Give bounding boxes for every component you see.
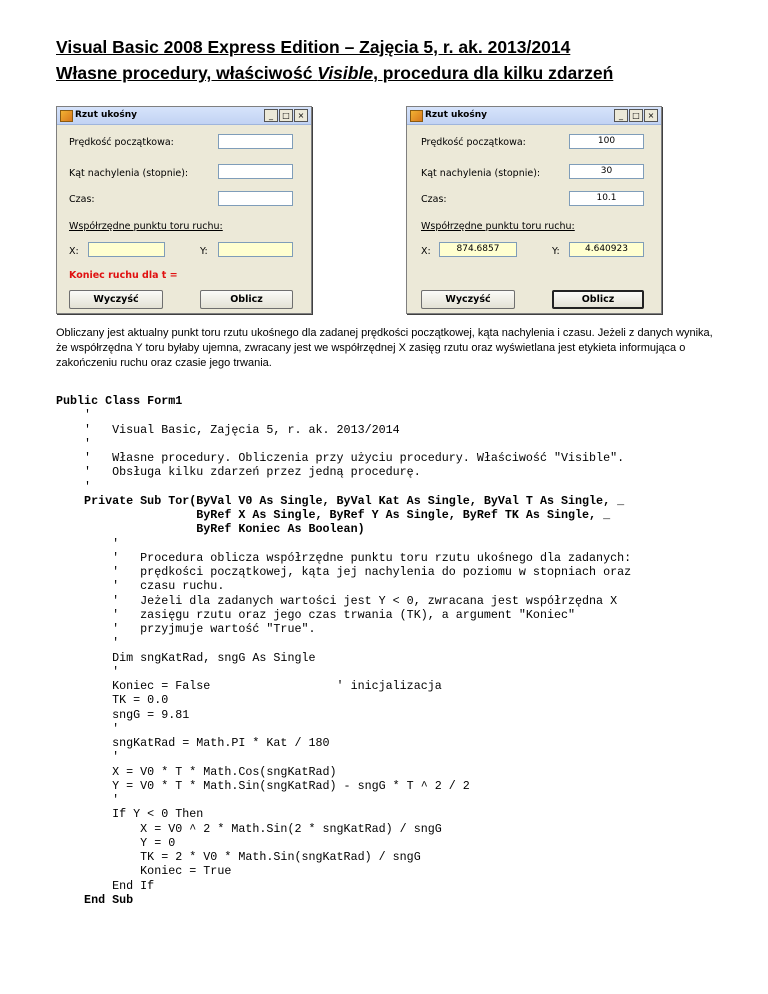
minimize-icon[interactable]: _ <box>614 109 628 122</box>
code-listing <box>56 394 631 907</box>
subtitle-part-2: , procedura dla kilku zdarzeń <box>373 63 614 83</box>
code-line: ' <box>56 436 92 451</box>
code-line: ' Obsługa kilku zdarzeń przez jedną procedurę. <box>56 465 421 480</box>
code-line: ' czasu ruchu. <box>56 579 225 594</box>
code-line: ' <box>56 536 120 551</box>
time-input[interactable] <box>218 191 293 206</box>
code-line: X = V0 ^ 2 * Math.Sin(2 * sngKatRad) / sngG <box>56 821 442 836</box>
code-line: If Y < 0 Then <box>56 807 204 822</box>
code-line: TK = 2 * V0 * Math.Sin(sngKatRad) / sngG <box>56 850 421 864</box>
speed-label: Prędkość początkowa: <box>69 137 174 148</box>
subtitle-italic-visible: Visible <box>317 63 374 83</box>
code-line: ByRef X As Single, ByRef Y As Single, ByRef TK As Single, _ <box>56 508 611 522</box>
subtitle-part-1: Własne procedury, właściwość <box>56 63 318 83</box>
description-paragraph: Obliczany jest aktualny punkt toru rzutu ukośnego dla zadanej prędkości początkowej, kąta nachylenia i czasu. Jeżeli z danych wynika, że współrzędna Y toru byłaby ujemna, zwracany jest we współrzędnej X zasięg rzutu oraz wyświetlana jest etykieta informująca o zakończeniu ruchu oraz czasie jego trwania. <box>56 327 713 369</box>
speed-label: Prędkość początkowa: <box>421 137 526 148</box>
code-line: Y = 0 <box>56 835 176 850</box>
window-titlebar[interactable] <box>407 107 661 125</box>
code-line: Y = V0 * T * Math.Sin(sngKatRad) - sngG * T ^ 2 / 2 <box>56 778 470 793</box>
time-label: Czas: <box>69 194 95 205</box>
code-line: Private Sub Tor(ByVal V0 As Single, ByVal Kat As Single, ByVal T As Single, _ <box>56 493 625 508</box>
y-output <box>218 242 293 257</box>
code-line: ' <box>56 479 92 494</box>
close-icon[interactable]: × <box>294 109 308 122</box>
x-label: X: <box>421 246 431 257</box>
angle-label: Kąt nachylenia (stopnie): <box>421 168 541 179</box>
code-line: ' <box>56 408 92 423</box>
code-line: ' Własne procedury. Obliczenia przy użyciu procedury. Właściwość "Visible". <box>56 451 625 465</box>
x-label: X: <box>69 246 79 257</box>
app-icon <box>410 110 423 122</box>
calculate-button[interactable]: Oblicz <box>200 290 293 309</box>
code-line: ' Procedura oblicza współrzędne punktu toru rzutu ukośnego dla zadanych: <box>56 550 632 565</box>
code-line: ' <box>56 750 120 765</box>
close-icon[interactable]: × <box>644 109 658 122</box>
y-label: Y: <box>200 246 208 257</box>
window-title: Rzut ukośny <box>75 110 137 120</box>
time-input[interactable]: 10.1 <box>569 191 644 206</box>
time-label: Czas: <box>421 194 447 205</box>
code-line: ' <box>56 793 120 807</box>
document-title: Visual Basic 2008 Express Edition – Zajęcia 5, r. ak. 2013/2014 <box>56 37 571 57</box>
y-label: Y: <box>552 246 560 257</box>
code-line: Public Class Form1 <box>56 394 183 408</box>
code-line: sngG = 9.81 <box>56 707 190 722</box>
speed-input[interactable]: 100 <box>569 134 644 149</box>
code-line: ' <box>56 721 120 736</box>
x-output: 874.6857 <box>439 242 517 257</box>
angle-label: Kąt nachylenia (stopnie): <box>69 168 189 179</box>
code-line: X = V0 * T * Math.Cos(sngKatRad) <box>56 764 337 779</box>
window-title: Rzut ukośny <box>425 110 487 120</box>
code-line: ' <box>56 664 120 679</box>
angle-input[interactable] <box>218 164 293 179</box>
document-subtitle <box>56 63 613 84</box>
code-line: ByRef Koniec As Boolean) <box>56 522 365 537</box>
app-icon <box>60 110 73 122</box>
maximize-icon[interactable]: □ <box>279 109 293 122</box>
code-line: ' Visual Basic, Zajęcia 5, r. ak. 2013/2014 <box>56 422 400 437</box>
angle-input[interactable]: 30 <box>569 164 644 179</box>
code-line: ' prędkości początkowej, kąta jej nachylenia do poziomu w stopniach oraz <box>56 565 632 579</box>
code-line: sngKatRad = Math.PI * Kat / 180 <box>56 736 330 750</box>
calculate-button[interactable]: Oblicz <box>552 290 644 309</box>
code-line: ' zasięgu rzutu oraz jego czas trwania (TK), a argument "Koniec" <box>56 607 576 622</box>
code-line: Koniec = True <box>56 864 232 879</box>
code-line: ' przyjmuje wartość "True". <box>56 622 316 636</box>
clear-button[interactable]: Wyczyść <box>69 290 163 309</box>
code-line: ' <box>56 636 120 651</box>
coords-label: Współrzędne punktu toru ruchu: <box>69 221 223 232</box>
form-window-empty <box>56 106 312 314</box>
form-window-filled <box>406 106 662 314</box>
clear-button[interactable]: Wyczyść <box>421 290 515 309</box>
code-line: ' Jeżeli dla zadanych wartości jest Y < 0, zwracana jest współrzędna X <box>56 593 618 608</box>
code-line: TK = 0.0 <box>56 693 169 708</box>
speed-input[interactable] <box>218 134 293 149</box>
maximize-icon[interactable]: □ <box>629 109 643 122</box>
window-titlebar[interactable] <box>57 107 311 125</box>
code-line: Koniec = False ' inicjalizacja <box>56 679 442 693</box>
minimize-icon[interactable]: _ <box>264 109 278 122</box>
coords-label: Współrzędne punktu toru ruchu: <box>421 221 575 232</box>
code-line: End If <box>56 878 155 893</box>
code-line: Dim sngKatRad, sngG As Single <box>56 650 316 665</box>
end-of-motion-label: Koniec ruchu dla t = <box>69 270 178 281</box>
y-output: 4.640923 <box>569 242 644 257</box>
code-line: End Sub <box>56 892 134 907</box>
x-output <box>88 242 165 257</box>
